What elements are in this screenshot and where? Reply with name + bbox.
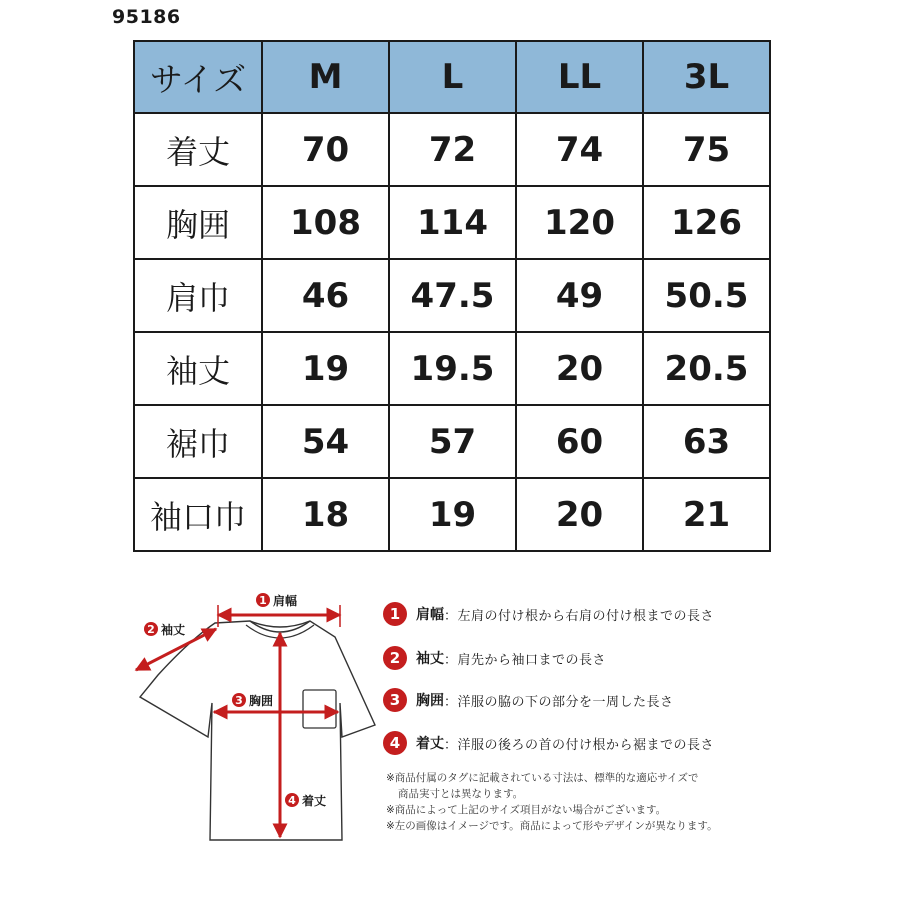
legend-item-body-length bbox=[383, 729, 783, 757]
table-cell: 126 bbox=[643, 186, 770, 259]
label-sleeve-length bbox=[144, 622, 185, 637]
size-col-m: M bbox=[262, 41, 389, 113]
number-badge: 1 bbox=[383, 602, 407, 626]
table-row bbox=[134, 478, 770, 551]
legend-name: 胸囲 bbox=[416, 693, 444, 709]
number-badge: 4 bbox=[383, 731, 407, 755]
svg-text:4: 4 bbox=[288, 794, 296, 807]
size-col-3l: 3L bbox=[643, 41, 770, 113]
legend-desc: ：洋服の脇の下の部分を一周した長さ bbox=[444, 694, 674, 710]
table-row bbox=[134, 332, 770, 405]
note-line: ※左の画像はイメージです。商品によって形やデザインが異なります。 bbox=[386, 820, 718, 832]
svg-text:肩幅: 肩幅 bbox=[273, 594, 298, 608]
number-badge: 3 bbox=[383, 688, 407, 712]
legend-name: 袖丈 bbox=[416, 651, 444, 667]
table-cell: 21 bbox=[643, 478, 770, 551]
product-code: 95186 bbox=[112, 6, 181, 28]
tshirt-outline bbox=[140, 621, 375, 840]
size-header-label: サイズ bbox=[134, 41, 262, 113]
table-cell: 60 bbox=[516, 405, 643, 478]
svg-text:胸囲: 胸囲 bbox=[249, 694, 274, 708]
legend-item-sleeve-length bbox=[383, 644, 783, 672]
legend-item-shoulder-width bbox=[383, 600, 783, 628]
table-cell: 20.5 bbox=[643, 332, 770, 405]
table-cell: 47.5 bbox=[389, 259, 516, 332]
number-badge: 2 bbox=[383, 646, 407, 670]
note-line: 商品実寸とは異なります。 bbox=[398, 788, 524, 800]
row-label: 胸囲 bbox=[134, 186, 262, 259]
row-label: 裾巾 bbox=[134, 405, 262, 478]
table-cell: 46 bbox=[262, 259, 389, 332]
svg-text:袖丈: 袖丈 bbox=[161, 623, 186, 637]
label-body-length bbox=[285, 793, 326, 808]
table-cell: 19.5 bbox=[389, 332, 516, 405]
table-cell: 19 bbox=[389, 478, 516, 551]
table-row bbox=[134, 405, 770, 478]
row-label: 着丈 bbox=[134, 113, 262, 186]
table-cell: 70 bbox=[262, 113, 389, 186]
table-row bbox=[134, 259, 770, 332]
table-cell: 114 bbox=[389, 186, 516, 259]
size-col-l: L bbox=[389, 41, 516, 113]
legend-desc: ：左肩の付け根から右肩の付け根までの長さ bbox=[444, 608, 715, 624]
label-shoulder-width bbox=[256, 593, 297, 608]
table-cell: 54 bbox=[262, 405, 389, 478]
legend-name: 着丈 bbox=[416, 736, 444, 752]
notes bbox=[386, 770, 791, 834]
table-cell: 18 bbox=[262, 478, 389, 551]
table-cell: 74 bbox=[516, 113, 643, 186]
row-label: 袖丈 bbox=[134, 332, 262, 405]
row-label: 肩巾 bbox=[134, 259, 262, 332]
table-row bbox=[134, 113, 770, 186]
note-line: ※商品によって上記のサイズ項目がない場合がございます。 bbox=[386, 804, 667, 816]
legend-desc: ：洋服の後ろの首の付け根から裾までの長さ bbox=[444, 737, 715, 753]
table-cell: 57 bbox=[389, 405, 516, 478]
table-cell: 72 bbox=[389, 113, 516, 186]
svg-text:3: 3 bbox=[235, 694, 243, 707]
size-table bbox=[133, 40, 771, 552]
table-cell: 50.5 bbox=[643, 259, 770, 332]
svg-text:着丈: 着丈 bbox=[302, 794, 327, 808]
svg-text:1: 1 bbox=[259, 594, 267, 607]
table-cell: 49 bbox=[516, 259, 643, 332]
table-cell: 120 bbox=[516, 186, 643, 259]
legend-name: 肩幅 bbox=[416, 607, 444, 623]
tshirt-diagram bbox=[130, 585, 380, 850]
svg-text:2: 2 bbox=[147, 623, 155, 636]
table-cell: 108 bbox=[262, 186, 389, 259]
note-line: ※商品付属のタグに記載されている寸法は、標準的な適応サイズで bbox=[386, 772, 699, 784]
table-row bbox=[134, 186, 770, 259]
legend-item-chest bbox=[383, 686, 783, 714]
label-chest bbox=[232, 693, 273, 708]
table-cell: 63 bbox=[643, 405, 770, 478]
table-cell: 19 bbox=[262, 332, 389, 405]
row-label: 袖口巾 bbox=[134, 478, 262, 551]
legend-desc: ：肩先から袖口までの長さ bbox=[444, 652, 607, 668]
table-cell: 20 bbox=[516, 478, 643, 551]
table-cell: 75 bbox=[643, 113, 770, 186]
size-col-ll: LL bbox=[516, 41, 643, 113]
size-header-row bbox=[134, 41, 770, 113]
table-cell: 20 bbox=[516, 332, 643, 405]
